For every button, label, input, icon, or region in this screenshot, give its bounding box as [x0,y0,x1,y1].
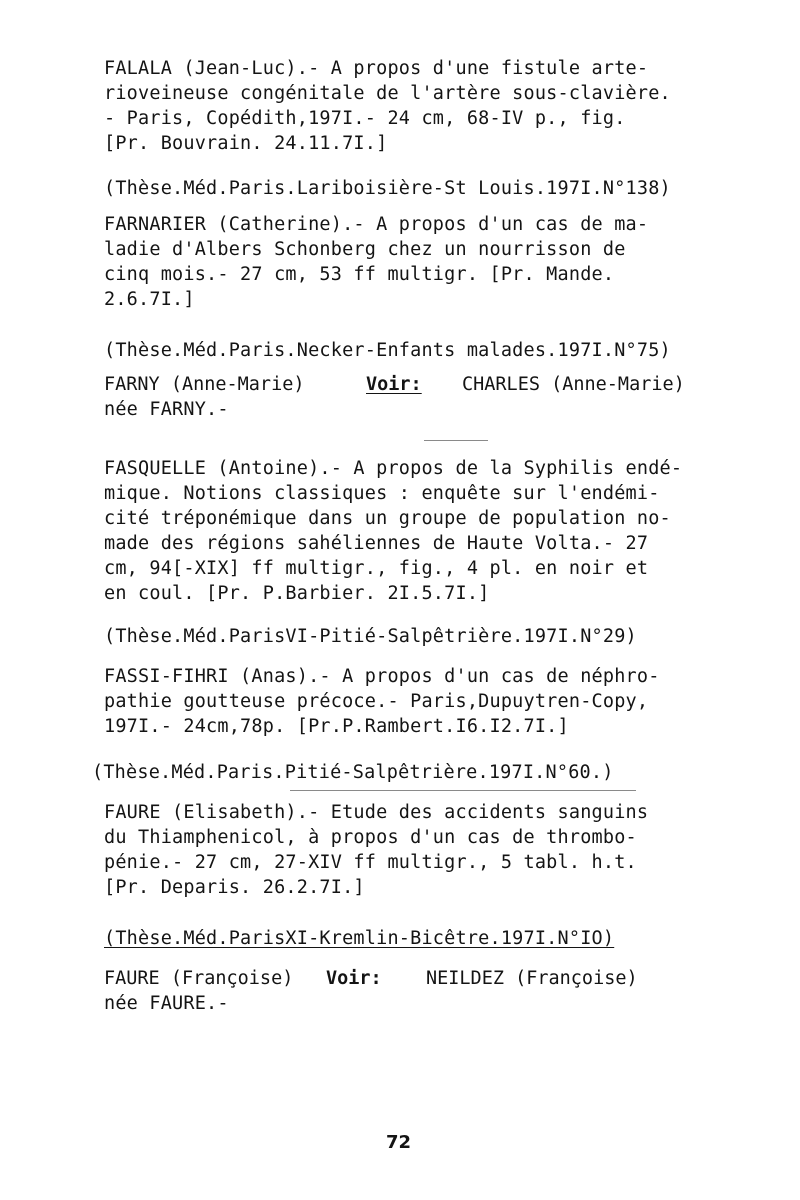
cross-reference-target: NEILDEZ (Françoise) [426,968,638,989]
entry-line: FAURE (Elisabeth).- Etude des accidents sanguins [104,802,649,823]
entry-line: cinq mois.- 27 cm, 53 ff multigr. [Pr. Mande. [104,264,615,285]
entry-line: pathie goutteuse précoce.- Paris,Dupuytren-Copy, [104,691,649,712]
cross-reference-row [104,966,724,991]
entry-line: en coul. [Pr. P.Barbier. 2I.5.7I.] [104,583,490,604]
entry-line: du Thiamphenicol, à propos d'un cas de thrombo- [104,827,637,848]
entry-faure-francoise [104,966,724,1016]
entry-line: FALALA (Jean-Luc).- A propos d'une fistule arte- [104,58,649,79]
entry-line: rioveineuse congénitale de l'artère sous-clavière. [104,83,671,104]
entry-line: FASQUELLE (Antoine).- A propos de la Syphilis endé- [104,458,683,479]
entry-faure-elisabeth [104,800,724,900]
entry-fassi-fihri [104,664,724,739]
entry-line: made des régions sahéliennes de Haute Volta.- 27 [104,533,649,554]
entry-line: cm, 94[-XIX] ff multigr., fig., 4 pl. en noir et [104,558,649,579]
entry-line: FASSI-FIHRI (Anas).- A propos d'un cas de néphro- [104,666,660,687]
entry-line: ladie d'Albers Schonberg chez un nourrisson de [104,239,626,260]
page-number: 72 [386,1132,412,1153]
entry-line: FARNARIER (Catherine).- A propos d'un cas de ma- [104,214,649,235]
cross-reference-target: CHARLES (Anne-Marie) [462,374,685,395]
entry-line: pénie.- 27 cm, 27-XIV ff multigr., 5 tabl. h.t. [104,852,637,873]
entry-line: mique. Notions classiques : enquête sur l'endémi- [104,483,660,504]
entry-line: 197I.- 24cm,78p. [Pr.P.Rambert.I6.I2.7I.] [104,716,569,737]
thesis-reference: (Thèse.Méd.Paris.Lariboisière-St Louis.197I.N°138) [104,178,671,199]
divider [290,790,636,791]
divider [424,440,488,441]
thesis-reference: (Thèse.Méd.Paris.Necker-Enfants malades.197I.N°75) [104,340,671,361]
voir-label: Voir: [326,968,382,989]
entry-line: 2.6.7I.] [104,289,195,310]
entry-name: FAURE (Françoise) [104,968,294,989]
entry-farnarier [104,212,724,312]
entry-line: née FAURE.- [104,993,229,1014]
entry-line: - Paris, Copédith,197I.- 24 cm, 68-IV p., fig. [104,108,626,129]
thesis-reference: (Thèse.Méd.ParisVI-Pitié-Salpêtrière.197I.N°29) [104,626,637,647]
entry-farny [104,372,724,422]
entry-line: [Pr. Deparis. 26.2.7I.] [104,877,365,898]
entry-line: cité tréponémique dans un groupe de population no- [104,508,671,529]
entry-line: [Pr. Bouvrain. 24.11.7I.] [104,133,388,154]
voir-label: Voir: [366,374,422,395]
entry-falala [104,56,724,156]
entry-line: née FARNY.- [104,399,229,420]
thesis-reference: (Thèse.Méd.Paris.Pitié-Salpêtrière.197I.N°60.) [92,762,614,783]
entry-fasquelle [104,456,724,606]
thesis-reference: (Thèse.Méd.ParisXI-Kremlin-Bicêtre.197I.N°IO) [104,928,615,949]
entry-name: FARNY (Anne-Marie) [104,374,305,395]
cross-reference-row [104,372,724,397]
